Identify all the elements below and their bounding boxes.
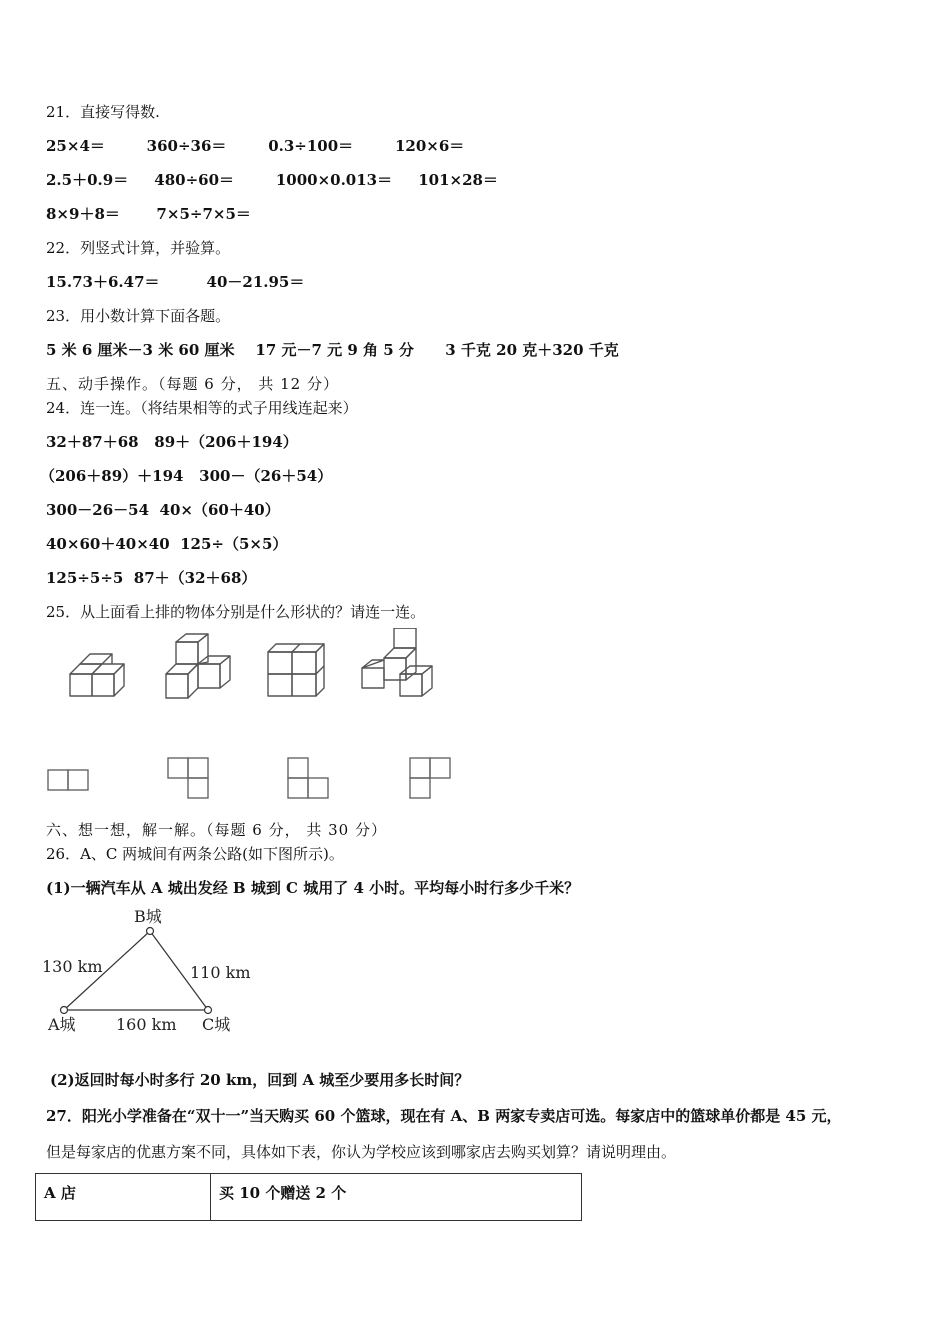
label-a: A城 xyxy=(48,1015,76,1034)
q24-row-1: 32＋87＋68 89＋（206＋194） xyxy=(46,433,298,451)
label-bc-distance: 110 km xyxy=(190,963,251,982)
q21-title: 21．直接写得数. xyxy=(46,103,160,121)
top-view-figure xyxy=(40,752,460,806)
point-b xyxy=(147,928,154,935)
q22-row-1: 15.73＋6.47＝ 40－21.95＝ xyxy=(46,273,305,291)
top-view-1 xyxy=(48,770,88,790)
q21-row-2: 2.5＋0.9＝ 480÷60＝ 1000×0.013＝ 101×28＝ xyxy=(46,171,498,189)
table-row xyxy=(36,1174,582,1221)
q26-part-2: (2)返回时每小时多行 20 km，回到 A 城至少要用多长时间？ xyxy=(50,1071,470,1089)
q21-row-3: 8×9＋8＝ 7×5÷7×5＝ xyxy=(46,205,251,223)
cube-objects-figure xyxy=(40,628,460,708)
store-name-cell: A 店 xyxy=(36,1174,211,1221)
q21-row-1: 25×4＝ 360÷36＝ 0.3÷100＝ 120×6＝ xyxy=(46,137,465,155)
label-ab-distance: 130 km xyxy=(42,957,103,976)
q22-title: 22．列竖式计算，并验算。 xyxy=(46,239,231,257)
store-table xyxy=(35,1173,582,1221)
q24-row-5: 125÷5÷5 87＋（32＋68） xyxy=(46,569,257,587)
label-c: C城 xyxy=(202,1015,231,1034)
triangle-figure xyxy=(36,906,266,1042)
q27-line-2: 但是每家店的优惠方案不同，具体如下表，你认为学校应该到哪家店去购买划算？请说明理由。 xyxy=(46,1143,677,1161)
top-view-3 xyxy=(288,758,328,798)
store-offer-cell: 买 10 个赠送 2 个 xyxy=(211,1174,582,1221)
point-a xyxy=(61,1007,68,1014)
q23-title: 23．用小数计算下面各题。 xyxy=(46,307,231,325)
cube-object-4 xyxy=(362,628,432,696)
cube-object-1 xyxy=(70,654,124,696)
q24-row-2: （206＋89）＋194 300－（26＋54） xyxy=(40,467,333,485)
q24-row-3: 300－26－54 40×（60＋40） xyxy=(46,501,280,519)
point-c xyxy=(205,1007,212,1014)
section-6-heading: 六、想一想，解一解。（每题 6 分， 共 30 分） xyxy=(46,821,387,839)
top-view-2 xyxy=(168,758,208,798)
cube-object-2 xyxy=(166,634,230,698)
q24-row-4: 40×60＋40×40 125÷（5×5） xyxy=(46,535,288,553)
label-b: B城 xyxy=(134,907,162,926)
top-view-4 xyxy=(410,758,450,798)
q24-title: 24．连一连。（将结果相等的式子用线连起来） xyxy=(46,399,358,417)
q26-part-1: (1)一辆汽车从 A 城出发经 B 城到 C 城用了 4 小时。平均每小时行多少千米？ xyxy=(46,879,580,897)
label-ac-distance: 160 km xyxy=(116,1015,177,1034)
q23-row-1: 5 米 6 厘米－3 米 60 厘米 17 元－7 元 9 角 5 分 3 千克 20 克＋320 千克 xyxy=(46,341,619,359)
q26-title: 26．A、C 两城间有两条公路(如下图所示)。 xyxy=(46,845,344,863)
section-5-heading: 五、动手操作。（每题 6 分， 共 12 分） xyxy=(46,375,339,393)
q27-line-1: 27．阳光小学准备在“双十一”当天购买 60 个篮球，现在有 A、B 两家专卖店可选。每家店中的篮球单价都是 45 元， xyxy=(46,1107,842,1125)
q25-title: 25．从上面看上排的物体分别是什么形状的？请连一连。 xyxy=(46,603,426,621)
cube-object-3 xyxy=(268,644,324,696)
